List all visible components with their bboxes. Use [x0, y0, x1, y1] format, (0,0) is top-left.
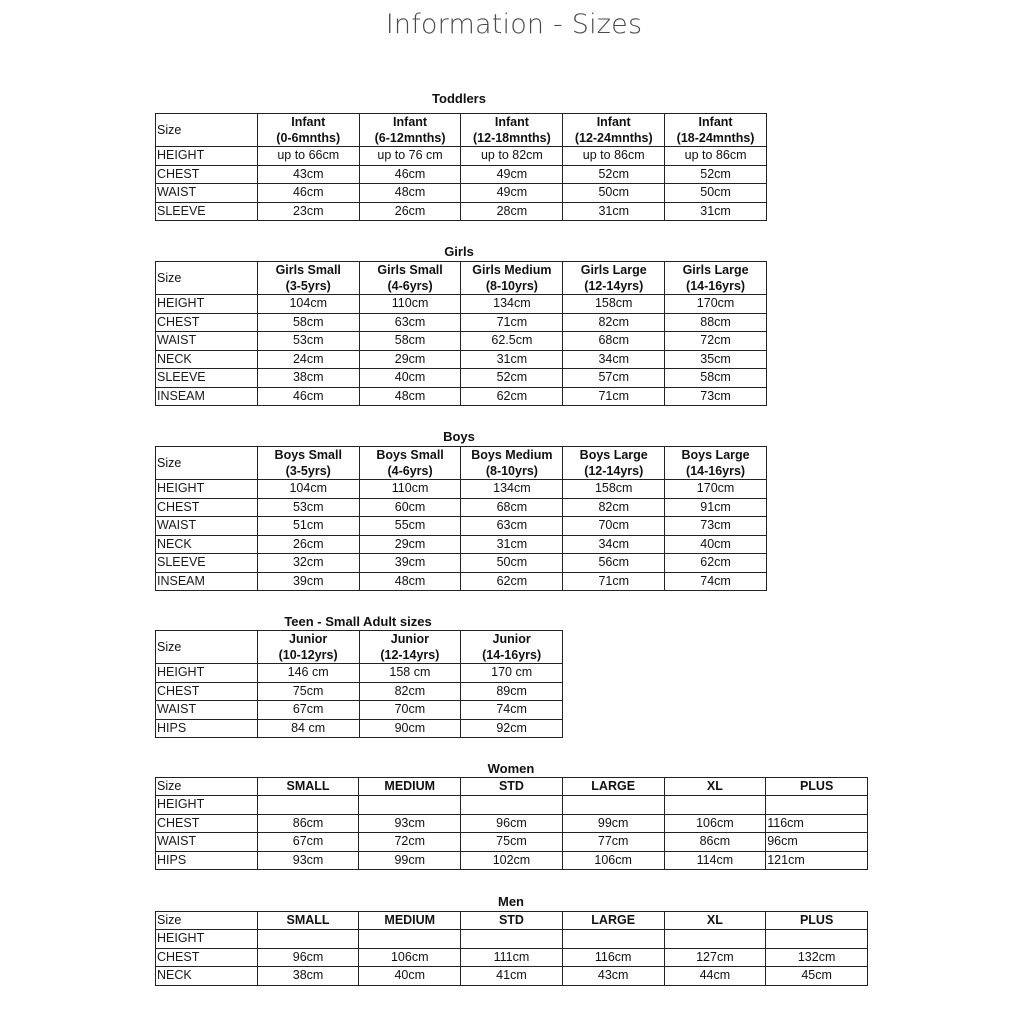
- table-cell: 74cm: [461, 701, 563, 720]
- section-title-girls: Girls: [444, 244, 474, 259]
- table-cell: [766, 930, 868, 949]
- table-cell: 67cm: [257, 833, 359, 852]
- row-label: SLEEVE: [156, 202, 258, 221]
- table-cell: 32cm: [257, 554, 359, 573]
- table-cell: 96cm: [461, 814, 563, 833]
- row-label: CHEST: [156, 165, 258, 184]
- column-header-name: Girls Large: [682, 263, 749, 277]
- table-cell: 71cm: [563, 572, 665, 591]
- row-label: CHEST: [156, 948, 258, 967]
- table-header-row: [156, 778, 868, 796]
- column-header: [359, 447, 461, 480]
- column-header-name: Junior: [390, 632, 429, 646]
- table-cell: 48cm: [359, 387, 461, 406]
- toddlers-size-table: [155, 113, 767, 221]
- boys-size-table: [155, 446, 767, 591]
- table-cell: 28cm: [461, 202, 563, 221]
- table-cell: 86cm: [257, 814, 359, 833]
- column-header-name: STD: [498, 913, 524, 927]
- table-cell: 110cm: [359, 295, 461, 314]
- table-cell: 90cm: [359, 719, 461, 738]
- men-size-table: [155, 911, 868, 986]
- column-header: [257, 447, 359, 480]
- column-header-range: (6-12mnths): [374, 131, 446, 145]
- table-cell: 116cm: [766, 814, 868, 833]
- column-header: [664, 912, 766, 930]
- column-header: [257, 778, 359, 796]
- column-header-range: (8-10yrs): [485, 279, 538, 293]
- column-header-name: Junior: [492, 632, 531, 646]
- table-cell: 146 cm: [257, 664, 359, 683]
- table-cell: 170 cm: [461, 664, 563, 683]
- column-header: [359, 631, 461, 664]
- column-header-range: (18-24mnths): [676, 131, 755, 145]
- column-header-range: (12-14yrs): [380, 648, 440, 662]
- column-header-name: XL: [706, 913, 723, 927]
- section-title-women: Women: [487, 761, 535, 776]
- column-header-name: Girls Small: [377, 263, 443, 277]
- row-label: CHEST: [156, 814, 258, 833]
- table-cell: 70cm: [359, 701, 461, 720]
- table-cell: 50cm: [461, 554, 563, 573]
- table-row: [156, 701, 563, 720]
- table-cell: 40cm: [665, 535, 767, 554]
- column-header: [563, 447, 665, 480]
- size-header-label: Size: [156, 262, 258, 295]
- column-header-range: (12-18mnths): [473, 131, 551, 145]
- table-cell: 58cm: [359, 332, 461, 351]
- table-row: [156, 851, 868, 870]
- table-cell: 68cm: [461, 498, 563, 517]
- column-header-name: MEDIUM: [384, 913, 436, 927]
- table-cell: 116cm: [562, 948, 664, 967]
- table-cell: 73cm: [665, 517, 767, 536]
- table-cell: 68cm: [563, 332, 665, 351]
- column-header-name: Girls Large: [580, 263, 647, 277]
- table-cell: 73cm: [665, 387, 767, 406]
- table-row: [156, 295, 767, 314]
- table-cell: 52cm: [665, 165, 767, 184]
- table-header-row: [156, 262, 767, 295]
- table-row: [156, 664, 563, 683]
- table-cell: 31cm: [563, 202, 665, 221]
- column-header: [562, 778, 664, 796]
- column-header-range: (4-6yrs): [387, 279, 433, 293]
- column-header-name: LARGE: [591, 913, 636, 927]
- table-cell: 96cm: [766, 833, 868, 852]
- table-cell: 62.5cm: [461, 332, 563, 351]
- table-cell: 53cm: [257, 332, 359, 351]
- row-label: SLEEVE: [156, 369, 258, 388]
- column-header-name: PLUS: [799, 913, 834, 927]
- column-header-name: Boys Medium: [471, 448, 553, 462]
- table-row: [156, 967, 868, 986]
- size-header-label: Size: [156, 114, 258, 147]
- column-header-range: (10-12yrs): [278, 648, 338, 662]
- column-header: [766, 912, 868, 930]
- table-cell: 31cm: [461, 350, 563, 369]
- table-cell: 62cm: [461, 572, 563, 591]
- table-cell: 52cm: [461, 369, 563, 388]
- column-header-name: SMALL: [286, 779, 330, 793]
- row-label: NECK: [156, 967, 258, 986]
- column-header: [257, 114, 359, 147]
- table-cell: 170cm: [665, 295, 767, 314]
- table-cell: 35cm: [665, 350, 767, 369]
- table-header-row: [156, 447, 767, 480]
- size-header-label: Size: [156, 631, 258, 664]
- table-cell: 72cm: [359, 833, 461, 852]
- column-header-range: (12-14yrs): [584, 464, 644, 478]
- column-header-range: (12-14yrs): [584, 279, 644, 293]
- table-row: [156, 796, 868, 815]
- table-cell: 58cm: [665, 369, 767, 388]
- column-header: [665, 447, 767, 480]
- table-row: [156, 517, 767, 536]
- row-label: WAIST: [156, 184, 258, 203]
- table-header-row: [156, 631, 563, 664]
- table-cell: 158cm: [563, 295, 665, 314]
- table-row: [156, 554, 767, 573]
- table-cell: 62cm: [461, 387, 563, 406]
- row-label: CHEST: [156, 498, 258, 517]
- row-label: INSEAM: [156, 572, 258, 591]
- column-header-name: Infant: [698, 115, 733, 129]
- table-cell: 56cm: [563, 554, 665, 573]
- row-label: NECK: [156, 350, 258, 369]
- table-cell: 53cm: [257, 498, 359, 517]
- column-header-name: Junior: [289, 632, 328, 646]
- table-cell: 45cm: [766, 967, 868, 986]
- column-header-name: Girls Small: [275, 263, 341, 277]
- table-row: [156, 719, 563, 738]
- table-cell: 74cm: [665, 572, 767, 591]
- table-cell: 99cm: [562, 814, 664, 833]
- table-cell: 134cm: [461, 295, 563, 314]
- row-label: HEIGHT: [156, 480, 258, 499]
- table-cell: 75cm: [461, 833, 563, 852]
- table-cell: [562, 796, 664, 815]
- table-cell: up to 66cm: [257, 147, 359, 166]
- table-cell: 34cm: [563, 350, 665, 369]
- table-cell: 104cm: [257, 295, 359, 314]
- table-cell: 170cm: [665, 480, 767, 499]
- table-cell: 39cm: [359, 554, 461, 573]
- size-header-label: Size: [156, 912, 258, 930]
- table-cell: 34cm: [563, 535, 665, 554]
- table-cell: 67cm: [257, 701, 359, 720]
- table-header-row: [156, 912, 868, 930]
- column-header-range: (3-5yrs): [285, 464, 331, 478]
- table-cell: 46cm: [257, 184, 359, 203]
- table-cell: 158 cm: [359, 664, 461, 683]
- table-cell: 127cm: [664, 948, 766, 967]
- column-header-name: Infant: [291, 115, 326, 129]
- table-row: [156, 930, 868, 949]
- table-cell: 84 cm: [257, 719, 359, 738]
- table-cell: 82cm: [563, 313, 665, 332]
- column-header-name: PLUS: [799, 779, 834, 793]
- section-title-toddlers: Toddlers: [432, 91, 486, 106]
- column-header: [461, 114, 563, 147]
- table-cell: 29cm: [359, 535, 461, 554]
- table-cell: 92cm: [461, 719, 563, 738]
- table-cell: 41cm: [461, 967, 563, 986]
- column-header: [563, 262, 665, 295]
- table-cell: 48cm: [359, 572, 461, 591]
- table-cell: 38cm: [257, 369, 359, 388]
- table-cell: 63cm: [461, 517, 563, 536]
- table-cell: 110cm: [359, 480, 461, 499]
- table-cell: 39cm: [257, 572, 359, 591]
- table-cell: 43cm: [257, 165, 359, 184]
- column-header-range: (12-24mnths): [574, 131, 653, 145]
- column-header: [461, 631, 563, 664]
- table-cell: 29cm: [359, 350, 461, 369]
- column-header: [461, 778, 563, 796]
- table-cell: up to 76 cm: [359, 147, 461, 166]
- column-header-range: (14-16yrs): [686, 279, 746, 293]
- column-header: [563, 114, 665, 147]
- column-header: [359, 912, 461, 930]
- table-cell: 46cm: [359, 165, 461, 184]
- table-cell: 88cm: [665, 313, 767, 332]
- column-header: [257, 631, 359, 664]
- table-cell: 50cm: [563, 184, 665, 203]
- table-cell: [664, 930, 766, 949]
- table-row: [156, 147, 767, 166]
- table-cell: 75cm: [257, 682, 359, 701]
- table-cell: 132cm: [766, 948, 868, 967]
- table-cell: 102cm: [461, 851, 563, 870]
- column-header-range: (8-10yrs): [485, 464, 538, 478]
- table-cell: 99cm: [359, 851, 461, 870]
- table-cell: 57cm: [563, 369, 665, 388]
- column-header: [257, 262, 359, 295]
- table-cell: 40cm: [359, 369, 461, 388]
- column-header: [766, 778, 868, 796]
- column-header: [664, 778, 766, 796]
- table-row: [156, 480, 767, 499]
- table-cell: 38cm: [257, 967, 359, 986]
- table-cell: [257, 796, 359, 815]
- column-header: [359, 778, 461, 796]
- table-cell: 63cm: [359, 313, 461, 332]
- table-row: [156, 814, 868, 833]
- column-header-name: MEDIUM: [384, 779, 436, 793]
- table-cell: 58cm: [257, 313, 359, 332]
- table-cell: [766, 796, 868, 815]
- column-header: [665, 262, 767, 295]
- column-header-name: Infant: [393, 115, 428, 129]
- table-cell: 77cm: [562, 833, 664, 852]
- row-label: WAIST: [156, 332, 258, 351]
- table-cell: 91cm: [665, 498, 767, 517]
- row-label: NECK: [156, 535, 258, 554]
- table-cell: [664, 796, 766, 815]
- table-cell: [257, 930, 359, 949]
- table-cell: 26cm: [257, 535, 359, 554]
- table-cell: 31cm: [461, 535, 563, 554]
- section-title-men: Men: [498, 894, 524, 909]
- table-row: [156, 369, 767, 388]
- table-cell: up to 86cm: [665, 147, 767, 166]
- table-cell: [359, 930, 461, 949]
- table-cell: 158cm: [563, 480, 665, 499]
- table-cell: up to 86cm: [563, 147, 665, 166]
- table-cell: 93cm: [257, 851, 359, 870]
- table-header-row: [156, 114, 767, 147]
- table-cell: [461, 796, 563, 815]
- teen-size-table: [155, 630, 563, 738]
- table-cell: 71cm: [563, 387, 665, 406]
- table-cell: 60cm: [359, 498, 461, 517]
- table-cell: 93cm: [359, 814, 461, 833]
- table-row: [156, 682, 563, 701]
- column-header-name: LARGE: [591, 779, 636, 793]
- table-cell: 31cm: [665, 202, 767, 221]
- table-cell: 52cm: [563, 165, 665, 184]
- table-cell: up to 82cm: [461, 147, 563, 166]
- row-label: HEIGHT: [156, 147, 258, 166]
- table-cell: 49cm: [461, 184, 563, 203]
- table-row: [156, 498, 767, 517]
- section-title-teen: Teen - Small Adult sizes: [284, 614, 432, 629]
- table-cell: 24cm: [257, 350, 359, 369]
- table-cell: 114cm: [664, 851, 766, 870]
- table-cell: 106cm: [562, 851, 664, 870]
- table-cell: 49cm: [461, 165, 563, 184]
- column-header-name: STD: [498, 779, 524, 793]
- column-header: [359, 114, 461, 147]
- row-label: HEIGHT: [156, 796, 258, 815]
- size-header-label: Size: [156, 778, 258, 796]
- table-row: [156, 313, 767, 332]
- table-cell: 82cm: [359, 682, 461, 701]
- table-row: [156, 833, 868, 852]
- table-cell: 62cm: [665, 554, 767, 573]
- column-header-name: XL: [706, 779, 723, 793]
- table-cell: 72cm: [665, 332, 767, 351]
- row-label: HEIGHT: [156, 930, 258, 949]
- column-header-name: Boys Small: [376, 448, 444, 462]
- table-cell: 104cm: [257, 480, 359, 499]
- column-header: [461, 262, 563, 295]
- table-row: [156, 332, 767, 351]
- table-cell: 96cm: [257, 948, 359, 967]
- column-header: [257, 912, 359, 930]
- column-header-name: Boys Small: [274, 448, 342, 462]
- women-size-table: [155, 777, 868, 870]
- column-header-name: Girls Medium: [472, 263, 552, 277]
- table-cell: 43cm: [562, 967, 664, 986]
- table-row: [156, 387, 767, 406]
- table-row: [156, 202, 767, 221]
- table-cell: 111cm: [461, 948, 563, 967]
- table-cell: 51cm: [257, 517, 359, 536]
- row-label: WAIST: [156, 517, 258, 536]
- table-row: [156, 948, 868, 967]
- table-cell: 23cm: [257, 202, 359, 221]
- table-cell: 46cm: [257, 387, 359, 406]
- row-label: HEIGHT: [156, 664, 258, 683]
- column-header-name: Boys Large: [579, 448, 648, 462]
- column-header-name: Infant: [494, 115, 529, 129]
- column-header-name: Infant: [596, 115, 631, 129]
- table-cell: [562, 930, 664, 949]
- column-header: [562, 912, 664, 930]
- table-row: [156, 572, 767, 591]
- table-cell: 106cm: [359, 948, 461, 967]
- table-cell: 44cm: [664, 967, 766, 986]
- table-cell: [359, 796, 461, 815]
- row-label: CHEST: [156, 682, 258, 701]
- table-cell: 26cm: [359, 202, 461, 221]
- table-cell: 55cm: [359, 517, 461, 536]
- table-cell: 82cm: [563, 498, 665, 517]
- row-label: HEIGHT: [156, 295, 258, 314]
- column-header-range: (4-6yrs): [387, 464, 433, 478]
- column-header: [665, 114, 767, 147]
- column-header-name: SMALL: [286, 913, 330, 927]
- column-header: [359, 262, 461, 295]
- table-row: [156, 184, 767, 203]
- column-header-range: (3-5yrs): [285, 279, 331, 293]
- column-header-range: (14-16yrs): [482, 648, 542, 662]
- column-header: [461, 912, 563, 930]
- table-cell: 50cm: [665, 184, 767, 203]
- table-cell: 48cm: [359, 184, 461, 203]
- table-cell: 71cm: [461, 313, 563, 332]
- row-label: WAIST: [156, 701, 258, 720]
- row-label: CHEST: [156, 313, 258, 332]
- table-cell: 121cm: [766, 851, 868, 870]
- row-label: WAIST: [156, 833, 258, 852]
- table-cell: 89cm: [461, 682, 563, 701]
- column-header-range: (14-16yrs): [686, 464, 746, 478]
- table-row: [156, 165, 767, 184]
- column-header-name: Boys Large: [681, 448, 750, 462]
- column-header-range: (0-6mnths): [276, 131, 341, 145]
- table-cell: 40cm: [359, 967, 461, 986]
- girls-size-table: [155, 261, 767, 406]
- section-title-boys: Boys: [443, 429, 475, 444]
- table-cell: 134cm: [461, 480, 563, 499]
- row-label: HIPS: [156, 851, 258, 870]
- table-row: [156, 535, 767, 554]
- row-label: INSEAM: [156, 387, 258, 406]
- size-header-label: Size: [156, 447, 258, 480]
- table-cell: 86cm: [664, 833, 766, 852]
- column-header: [461, 447, 563, 480]
- table-cell: [461, 930, 563, 949]
- table-row: [156, 350, 767, 369]
- row-label: HIPS: [156, 719, 258, 738]
- page-title: Information - Sizes: [385, 9, 643, 40]
- table-cell: 70cm: [563, 517, 665, 536]
- table-cell: 106cm: [664, 814, 766, 833]
- row-label: SLEEVE: [156, 554, 258, 573]
